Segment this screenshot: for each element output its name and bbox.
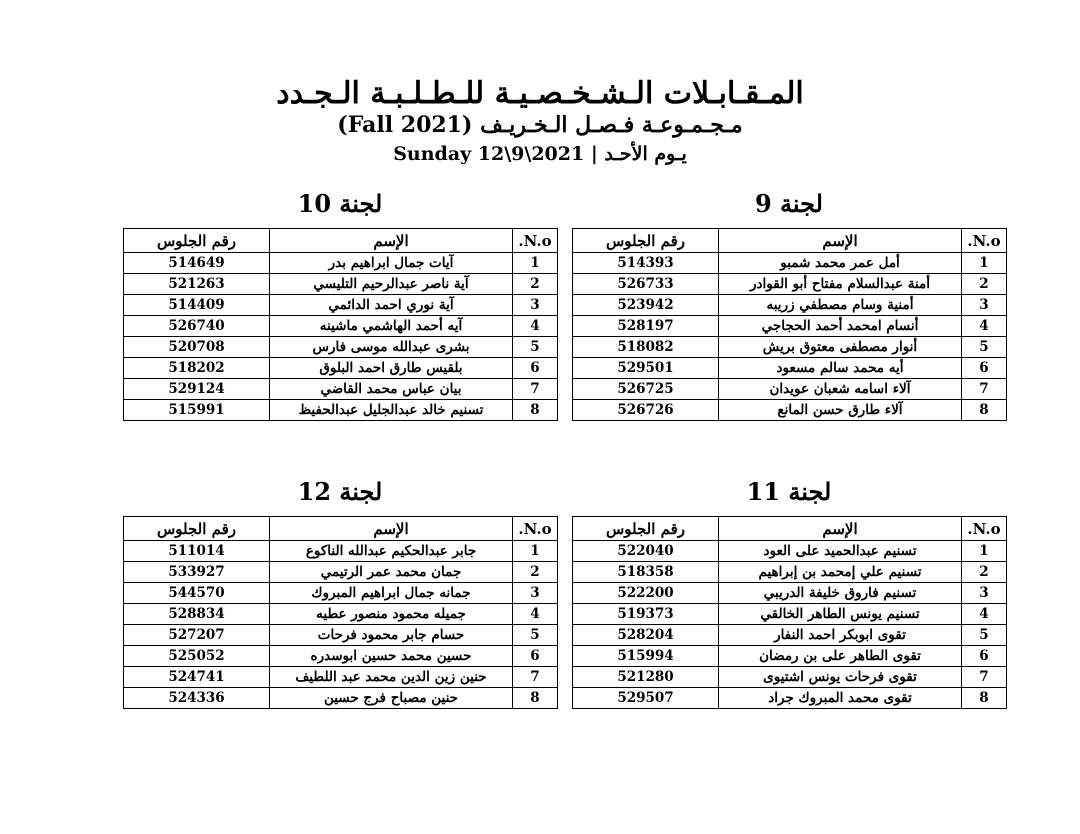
student-name: تقوى فرحات يونس اشتيوى: [719, 667, 962, 688]
seat-number: 525052: [124, 646, 270, 667]
table-row: [573, 358, 1007, 379]
row-number: 8: [962, 688, 1007, 709]
committee-table: [123, 516, 558, 709]
header-seat: رقم الجلوس: [573, 517, 719, 541]
seat-number: 544570: [124, 583, 270, 604]
table-row: [573, 583, 1007, 604]
student-name: بيان عباس محمد القاضي: [270, 379, 513, 400]
committee-table: [123, 228, 558, 421]
row-number: 1: [962, 541, 1007, 562]
student-name: أنسام امحمد أحمد الحجاجي: [719, 316, 962, 337]
student-name: آلاء اسامه شعبان عويدان: [719, 379, 962, 400]
row-number: 8: [513, 688, 558, 709]
committee-block-11: [572, 478, 1006, 709]
header-name: الإسم: [719, 229, 962, 253]
row-number: 7: [513, 667, 558, 688]
table-row: [573, 667, 1007, 688]
student-name: حسام جابر محمود فرحات: [270, 625, 513, 646]
table-row: [573, 400, 1007, 421]
committee-table: [572, 516, 1007, 709]
seat-number: 529507: [573, 688, 719, 709]
seat-number: 514393: [573, 253, 719, 274]
seat-number: 519373: [573, 604, 719, 625]
student-name: حسين محمد حسين ابوسدره: [270, 646, 513, 667]
table-header-row: [124, 229, 558, 253]
table-row: [124, 295, 558, 316]
student-name: جمان محمد عمر الرتيمي: [270, 562, 513, 583]
table-row: [124, 400, 558, 421]
student-name: جميله محمود منصور عطيه: [270, 604, 513, 625]
student-name: أمل عمر محمد شمبو: [719, 253, 962, 274]
table-row: [573, 604, 1007, 625]
student-name: حنين مصباح فرج حسين: [270, 688, 513, 709]
page-subtitle: مـجـمـوعـة فـصـل الـخـريـف (Fall 2021): [337, 112, 743, 138]
table-row: [124, 667, 558, 688]
row-number: 8: [962, 400, 1007, 421]
student-name: تسنيم يونس الطاهر الخالقي: [719, 604, 962, 625]
seat-number: 514649: [124, 253, 270, 274]
seat-number: 526725: [573, 379, 719, 400]
page-title: المـقـابـلات الـشـخـصـيـة للـطـلـبـة الـجـدد: [276, 76, 804, 111]
row-number: 7: [513, 379, 558, 400]
table-row: [573, 688, 1007, 709]
table-row: [124, 274, 558, 295]
row-number: 6: [513, 358, 558, 379]
committee-title: لجنة 9: [755, 189, 823, 218]
row-number: 1: [513, 253, 558, 274]
table-row: [124, 646, 558, 667]
student-name: جابر عبدالحكيم عبدالله الناكوع: [270, 541, 513, 562]
table-row: [124, 688, 558, 709]
student-name: أمنة عبدالسلام مفتاح أبو القوادر: [719, 274, 962, 295]
student-name: أمنية وسام مصطفي زريبه: [719, 295, 962, 316]
row-number: 6: [513, 646, 558, 667]
student-name: تقوى محمد المبروك جراد: [719, 688, 962, 709]
seat-number: 511014: [124, 541, 270, 562]
row-number: 2: [513, 562, 558, 583]
student-name: بشرى عبدالله موسى فارس: [270, 337, 513, 358]
table-row: [124, 337, 558, 358]
student-name: آيات جمال ابراهيم بدر: [270, 253, 513, 274]
table-row: [124, 358, 558, 379]
header-no: N.o.: [962, 229, 1007, 253]
table-header-row: [124, 517, 558, 541]
student-name: حنين زين الدين محمد عبد اللطيف: [270, 667, 513, 688]
table-row: [573, 316, 1007, 337]
seat-number: 526740: [124, 316, 270, 337]
table-row: [124, 541, 558, 562]
seat-number: 527207: [124, 625, 270, 646]
table-row: [573, 379, 1007, 400]
committee-block-10: [123, 190, 557, 421]
committee-title: لجنة 11: [746, 477, 832, 506]
student-name: تقوى ابوبكر احمد النفار: [719, 625, 962, 646]
student-name: بلقيس طارق احمد البلوق: [270, 358, 513, 379]
student-name: آلاء طارق حسن المانع: [719, 400, 962, 421]
student-name: أنوار مصطفى معتوق بريش: [719, 337, 962, 358]
seat-number: 515991: [124, 400, 270, 421]
header-no: N.o.: [513, 229, 558, 253]
committee-table: [572, 228, 1007, 421]
seat-number: 526733: [573, 274, 719, 295]
row-number: 3: [513, 583, 558, 604]
row-number: 5: [962, 625, 1007, 646]
student-name: أيه محمد سالم مسعود: [719, 358, 962, 379]
seat-number: 528204: [573, 625, 719, 646]
table-row: [124, 316, 558, 337]
seat-number: 526726: [573, 400, 719, 421]
row-number: 7: [962, 379, 1007, 400]
committee-block-12: [123, 478, 557, 709]
table-row: [573, 625, 1007, 646]
row-number: 5: [962, 337, 1007, 358]
table-row: [573, 337, 1007, 358]
table-header-row: [573, 229, 1007, 253]
seat-number: 514409: [124, 295, 270, 316]
seat-number: 521280: [573, 667, 719, 688]
committee-title: لجنة 12: [297, 477, 383, 506]
student-name: تسنيم عبدالحميد على العود: [719, 541, 962, 562]
table-row: [573, 274, 1007, 295]
date-line: يـوم الأحـد | Sunday 12\9\2021: [393, 143, 687, 165]
seat-number: 528834: [124, 604, 270, 625]
seat-number: 520708: [124, 337, 270, 358]
table-row: [573, 295, 1007, 316]
row-number: 6: [962, 646, 1007, 667]
student-name: آيه أحمد الهاشمي ماشينه: [270, 316, 513, 337]
row-number: 7: [962, 667, 1007, 688]
seat-number: 529124: [124, 379, 270, 400]
header-seat: رقم الجلوس: [124, 229, 270, 253]
seat-number: 523942: [573, 295, 719, 316]
row-number: 8: [513, 400, 558, 421]
committee-title: لجنة 10: [297, 189, 383, 218]
row-number: 1: [513, 541, 558, 562]
header-no: N.o.: [962, 517, 1007, 541]
seat-number: 533927: [124, 562, 270, 583]
student-name: آية نوري احمد الدائمي: [270, 295, 513, 316]
row-number: 2: [962, 274, 1007, 295]
student-name: تقوى الطاهر على بن رمضان: [719, 646, 962, 667]
committee-block-9: [572, 190, 1006, 421]
row-number: 4: [513, 604, 558, 625]
student-name: جمانه جمال ابراهيم المبروك: [270, 583, 513, 604]
table-row: [124, 253, 558, 274]
header-seat: رقم الجلوس: [573, 229, 719, 253]
row-number: 3: [962, 295, 1007, 316]
row-number: 2: [962, 562, 1007, 583]
table-row: [124, 379, 558, 400]
seat-number: 522040: [573, 541, 719, 562]
row-number: 3: [962, 583, 1007, 604]
seat-number: 528197: [573, 316, 719, 337]
table-row: [573, 562, 1007, 583]
row-number: 1: [962, 253, 1007, 274]
header-no: N.o.: [513, 517, 558, 541]
row-number: 2: [513, 274, 558, 295]
seat-number: 529501: [573, 358, 719, 379]
student-name: تسنيم علي إمحمد بن إبراهيم: [719, 562, 962, 583]
seat-number: 522200: [573, 583, 719, 604]
header-seat: رقم الجلوس: [124, 517, 270, 541]
student-name: تسنيم خالد عبدالجليل عبدالحفيظ: [270, 400, 513, 421]
table-row: [573, 646, 1007, 667]
table-row: [124, 562, 558, 583]
header-name: الإسم: [719, 517, 962, 541]
row-number: 3: [513, 295, 558, 316]
header-name: الإسم: [270, 229, 513, 253]
seat-number: 518202: [124, 358, 270, 379]
table-row: [124, 625, 558, 646]
table-row: [124, 604, 558, 625]
seat-number: 515994: [573, 646, 719, 667]
row-number: 4: [962, 604, 1007, 625]
row-number: 5: [513, 625, 558, 646]
row-number: 5: [513, 337, 558, 358]
seat-number: 518358: [573, 562, 719, 583]
seat-number: 521263: [124, 274, 270, 295]
student-name: تسنيم فاروق خليفة الدريبي: [719, 583, 962, 604]
student-name: آية ناصر عبدالرحيم التليسي: [270, 274, 513, 295]
row-number: 4: [513, 316, 558, 337]
seat-number: 524336: [124, 688, 270, 709]
header-name: الإسم: [270, 517, 513, 541]
table-row: [573, 253, 1007, 274]
table-row: [573, 541, 1007, 562]
row-number: 4: [962, 316, 1007, 337]
table-header-row: [573, 517, 1007, 541]
seat-number: 524741: [124, 667, 270, 688]
seat-number: 518082: [573, 337, 719, 358]
table-row: [124, 583, 558, 604]
row-number: 6: [962, 358, 1007, 379]
